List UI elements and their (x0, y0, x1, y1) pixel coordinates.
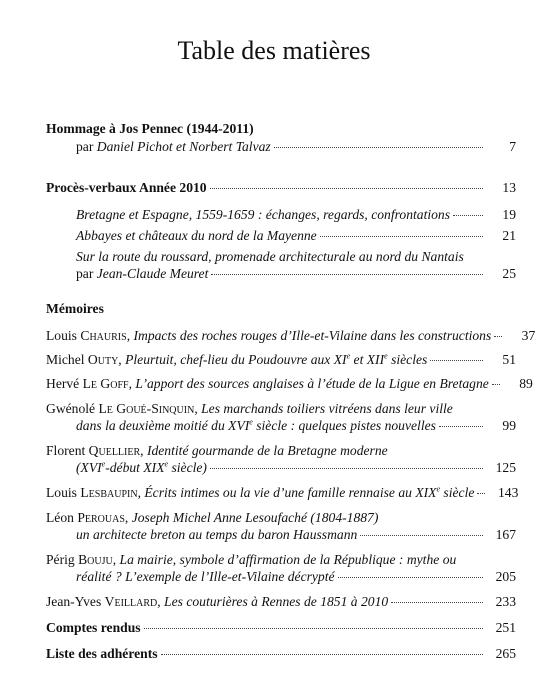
toc-entry-comptes-rendus[interactable]: Comptes rendus 251 (46, 620, 516, 635)
section-proces-verbaux (46, 179, 516, 282)
leader-dots (477, 492, 485, 494)
leader-dots (430, 359, 483, 361)
toc-entry-hommage[interactable]: par Daniel Pichot et Norbert Talvaz 7 (76, 139, 516, 154)
toc-entry-liste-adherents[interactable]: Liste des adhérents 265 (46, 646, 516, 661)
page-title: Table des matières (177, 36, 371, 65)
leader-dots (453, 214, 483, 216)
page-number: 13 (502, 180, 516, 195)
leader-dots (391, 601, 483, 603)
toc-entry-le-goff[interactable]: Hervé Le Goff, L’apport des sources anglaises à l’étude de la Ligue en Bretagne 89 (46, 376, 533, 391)
page-number: 7 (509, 139, 516, 154)
leader-dots (210, 467, 483, 469)
toc-entry-quellier[interactable]: Florent Quellier, Identité gourmande de la Bretagne moderne (XVIe-début XIXe siècle) 125 (46, 443, 516, 475)
memoires-heading: Mémoires (46, 301, 104, 316)
toc-entry-bretagne-espagne[interactable]: Bretagne et Espagne, 1559-1659 : échanges, regards, confrontations 19 (76, 207, 516, 222)
leader-dots (494, 335, 502, 337)
toc-entry-le-goue-sinquin[interactable]: Gwénolé Le Goué-Sinquin, Les marchands toiliers vitréens dans leur ville dans la deuxième moitié du XVIe siècle : quelques pistes nouvelles 99 (46, 401, 516, 433)
hommage-authors: Daniel Pichot et Norbert Talvaz (96, 139, 271, 154)
toc-entry-bouju[interactable]: Périg Bouju, La mairie, symbole d’affirmation de la République : mythe ou réalité ? L’exemple de l’Ille-et-Vilaine décrypté 205 (46, 552, 516, 584)
hommage-heading: Hommage à Jos Pennec (1944-2011) (46, 121, 254, 136)
leader-dots (492, 383, 500, 385)
leader-dots (144, 627, 483, 629)
section-memoires (46, 300, 536, 662)
leader-dots (211, 273, 483, 275)
section-hommage (46, 120, 516, 155)
leader-dots (274, 146, 483, 148)
leader-dots (439, 425, 483, 427)
toc-entry-proces-verbaux[interactable]: Procès-verbaux Année 2010 13 (46, 180, 516, 195)
toc-entry-lesbaupin[interactable]: Louis Lesbaupin, Écrits intimes ou la vie d’une famille rennaise au XIXe siècle 143 (46, 484, 519, 500)
toc-entry-veillard[interactable]: Jean-Yves Veillard, Les couturières à Rennes de 1851 à 2010 233 (46, 594, 516, 609)
toc-entry-perouas[interactable]: Léon Perouas, Joseph Michel Anne Lesoufaché (1804-1887) un architecte breton au temps du baron Haussmann 167 (46, 510, 516, 542)
leader-dots (161, 653, 483, 655)
toc-entry-outy[interactable]: Michel Outy, Pleurtuit, chef-lieu du Poudouvre aux XIe et XIIe siècles 51 (46, 351, 516, 367)
leader-dots (360, 534, 483, 536)
leader-dots (210, 187, 483, 189)
toc-entry-abbayes[interactable]: Abbayes et châteaux du nord de la Mayenne 21 (76, 228, 516, 243)
toc-entry-route-roussard[interactable]: Sur la route du roussard, promenade architecturale au nord du Nantais par Jean-Claude Meuret 25 (76, 249, 516, 281)
leader-dots (320, 235, 483, 237)
toc-entry-chauris[interactable]: Louis Chauris, Impacts des roches rouges d’Ille-et-Vilaine dans les constructions 37 (46, 328, 536, 343)
leader-dots (338, 576, 483, 578)
